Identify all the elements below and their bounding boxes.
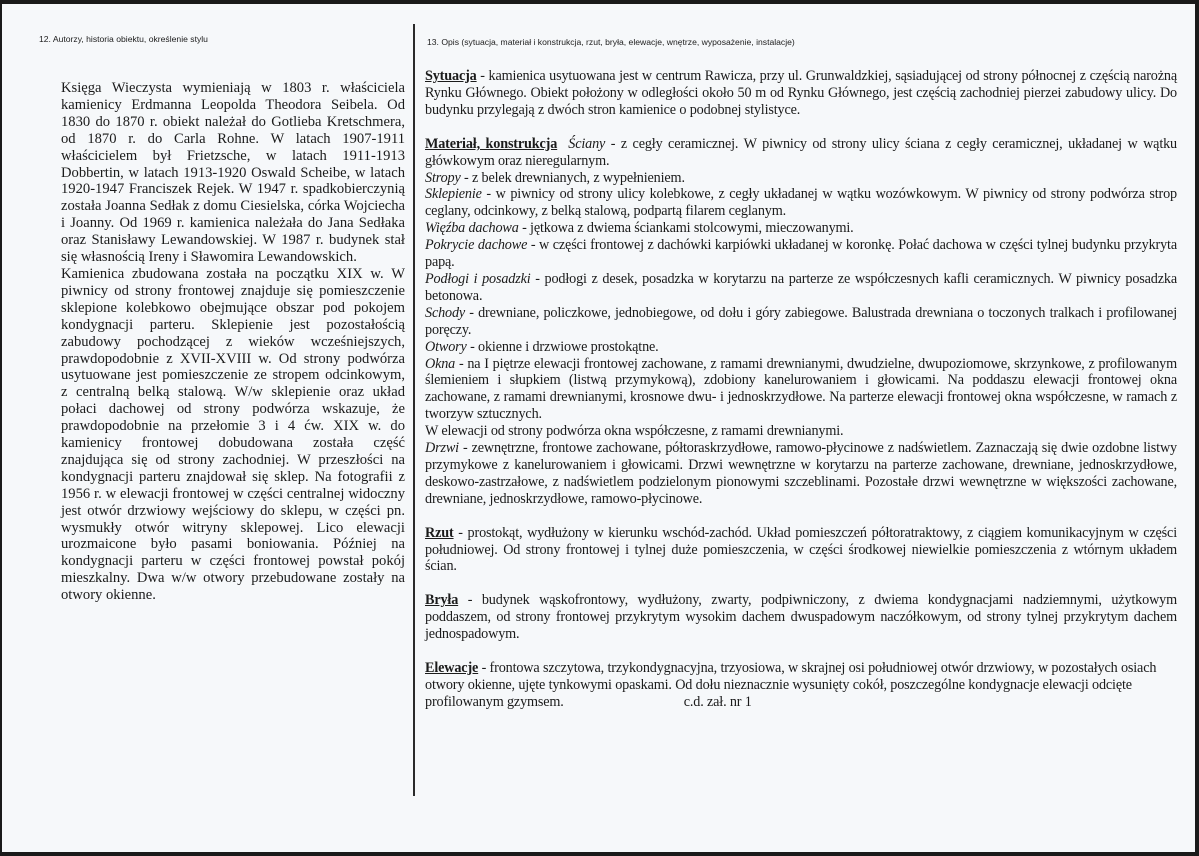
rzut-title: Rzut <box>425 524 454 541</box>
material-title: Materiał, konstrukcja <box>425 135 558 152</box>
material-item-wiezba <box>425 220 1177 237</box>
left-column-header: 12. Autorzy, historia obiektu, określenie stylu <box>39 34 208 44</box>
material-item-otwory <box>425 339 1177 356</box>
material-text-okna: - na I piętrze elewacji frontowej zachowane, z ramami drewnianymi, dwudzielne, dwupoziomowe, skrzynkowe, z profilowanym ślemieniem i słupkiem (listwą przymykową), zdobiony kanelurowaniem i głowicami. Na poddaszu elewacji frontowej okna zachowane, z ramami drewnianymi, krosnowe dwu- i jednoskrzydłowe. Na parterze elewacji frontowej okna współczesne, w ramach z tworzyw sztucznych. <box>425 355 1177 423</box>
column-divider <box>413 24 415 796</box>
material-text-schody: - drewniane, policzkowe, jednobiegowe, od dołu i góry zabiegowe. Balustrada drewniana o toczonych tralkach i profilowanej poręczy. <box>425 304 1177 338</box>
elewacje-title: Elewacje <box>425 660 479 677</box>
spacer <box>425 508 1177 525</box>
material-item-schody <box>425 305 1177 339</box>
rzut-text: - prostokąt, wydłużony w kierunku wschód-zachód. Układ pomieszczeń półtoratraktowy, z ciągiem komunikacyjnym w części południowej. Od strony frontowej i tylnej duże pomieszczenia, w części środkowej niewielkie pomieszczenia z wtórnym układem ścian. <box>425 524 1177 575</box>
material-item-stropy <box>425 170 1177 187</box>
material-item-okna <box>425 356 1177 424</box>
material-text-podlogi: - podłogi z desek, posadzka w korytarzu na parterze ze współczesnych kafli ceramicznych. W piwnicy posadzka betonowa. <box>425 270 1177 304</box>
material-text-drzwi: - zewnętrzne, frontowe zachowane, półtoraskrzydłowe, ramowo-płycinowe z nadświetlem. Zaznaczają się dwie ozdobne listwy przymykowe z kanelurowaniem i głowicami. Drzwi wewnętrzne w korytarzu na parterze zachowane, drewniane, jednoskrzydłowe, deskowo-zastrzałowe, z nadświetlem podzielonym pionowymi szczeblinami. Pozostałe drzwi wewnętrzne w większości zachowane, drewniane, jednoskrzydłowe, ramowo-płycinowe. <box>425 440 1177 507</box>
sytuacja-paragraph <box>425 68 1177 119</box>
bryla-text: - budynek wąskofrontowy, wydłużony, zwarty, podpiwniczony, z dwiema kondygnacjami nadziemnymi, użytkowym poddaszem, od strony frontowej przykrytym wysokim dachem dwuspadowym naczółkowym, od strony tylnej przykrytym dachem jednospadowym. <box>425 592 1177 643</box>
material-text-stropy: - z belek drewnianych, z wypełnieniem. <box>460 169 685 186</box>
elewacje-paragraph <box>425 660 1177 711</box>
material-label-drzwi: Drzwi <box>425 440 459 457</box>
material-label-wiezba: Więźba dachowa <box>425 220 519 237</box>
material-text-pokrycie: - w części frontowej z dachówki karpiówki układanej w koronkę. Połać dachowa w części tylnej budynku przykryta papą. <box>425 237 1177 271</box>
material-label-sklepienie: Sklepienie <box>425 186 482 203</box>
spacer <box>425 575 1177 592</box>
continuation-note: c.d. zał. nr 1 <box>683 693 752 710</box>
material-text-sciany: - z cegły ceramicznej. W piwnicy od strony ulicy ściana z cegły ceramicznej, układanej w wątku główkowym oraz nieregularnym. <box>425 135 1178 169</box>
material-text-sklepienie: - w piwnicy od strony ulicy kolebkowe, z cegły układanej w wątku wozówkowym. W piwnicy od strony podwórza strop ceglany, odcinkowy, z belką stalową, podpartą filarem ceglanym. <box>425 186 1177 220</box>
sytuacja-title: Sytuacja <box>425 68 477 84</box>
material-text-okna-podworze: W elewacji od strony podwórza okna współczesne, z ramami drewnianymi. <box>425 423 844 440</box>
material-text-wiezba: - jętkowa z dwiema ściankami stolcowymi, mieczowanymi. <box>518 220 854 237</box>
material-label-stropy: Stropy <box>425 169 461 186</box>
material-item-drzwi <box>425 440 1177 508</box>
history-section <box>61 80 405 604</box>
material-label-okna: Okna <box>425 355 456 372</box>
material-label-sciany: Ściany <box>568 135 606 152</box>
elewacje-text: - frontowa szczytowa, trzykondygnacyjna, trzyosiowa, w skrajnej osi południowej otwór drzwiowy, w pozostałych osiach otwory okienne, ujęte tynkowymi opaskami. Od dołu nieznacznie wysunięty cokół, poszczególne kondygnacje elewacji odcięte profilowanym gzymsem. <box>425 660 1157 710</box>
material-item-sklepienie <box>425 186 1177 220</box>
rzut-paragraph <box>425 525 1177 576</box>
material-item-pokrycie <box>425 237 1177 271</box>
material-item-sciany <box>425 136 1177 170</box>
material-label-schody: Schody <box>425 304 466 321</box>
description-section <box>425 68 1177 711</box>
spacer <box>425 643 1177 660</box>
material-item-podlogi <box>425 271 1177 305</box>
construction-history-paragraph: Kamienica zbudowana została na początku XIX w. W piwnicy od strony frontowej znajduje się pomieszczenie sklepione kolebkowo obejmujące obszar pod pokojem kondygnacji parteru. Sklepienie jest pozostałością zabudowy pochodzącej z wieków wcześniejszych, prawdopodobnie z XVII-XVIII w. Od strony podwórza usytuowane jest pomieszczenie ze stropem odcinkowym, z centralną belką stalową. W/w sklepienie oraz układ połaci dachowej od strony podwórza wskazuje, że prawdopodobnie na przełomie 3 i 4 ćw. XIX w. do kamienicy frontowej dobudowana została część znajdująca się od strony zachodniej. W przeszłości na kondygnacji parteru znajdował się sklep. Na fotografii z 1956 r. w elewacji frontowej w części centralnej widoczny jest otwór drzwiowy wejściowy do sklepu, w części pn. wysmukły otwór witryny sklepowej. Lico elewacji urozmaicone było pasami boniowania. Później na kondygnacji parteru w części frontowej powstał pokój mieszkalny. Dwa w/w otwory przebudowane zostały na otwory okienne. <box>61 265 405 604</box>
material-label-otwory: Otwory <box>425 338 467 355</box>
material-label-podlogi: Podłogi i posadzki <box>425 270 531 287</box>
sytuacja-text: - kamienica usytuowana jest w centrum Rawicza, przy ul. Grunwaldzkiej, sąsiadującej od strony północnej z częścią narożną Rynku Głównego. Obiekt położony w odległości około 50 m od Rynku Głównego, jest częścią zachodniej pierzei zabudowy ulicy. Do budynku przylegają z dwóch stron kamienice o podobnej stylistyce. <box>425 68 1177 118</box>
bryla-paragraph <box>425 592 1177 643</box>
bryla-title: Bryła <box>425 592 459 609</box>
ownership-history-paragraph: Księga Wieczysta wymieniają w 1803 r. właściciela kamienicy Erdmanna Leopolda Theodora Seibela. Od 1830 do 1870 r. obiekt należał do Gotlieba Kretschmera, od 1870 r. do Carla Rohne. W latach 1907-1911 właścicielem był Frietzsche, w latach 1911-1913 Dobbertin, w latach 1913-1920 Oswald Scheibe, w latach 1920-1947 Franciszek Rejek. W 1947 r. spadkobierczynią została Joanna Sedłak z domu Ciesielska, córka Wojciecha i Joanny. Od 1969 r. kamienica należała do Jana Sedłaka oraz Stanisławy Lewandowskiej. W 1987 r. budynek stał się własnością Ireny i Sławomira Lewandowskich. <box>61 80 405 266</box>
scanned-document-page <box>2 4 1195 852</box>
material-label-pokrycie: Pokrycie dachowe <box>425 237 528 254</box>
right-column-header: 13. Opis (sytuacja, materiał i konstrukcja, rzut, bryła, elewacje, wnętrze, wyposażenie, instalacje) <box>427 37 795 47</box>
material-item-okna-podworze <box>425 423 1177 440</box>
spacer <box>425 119 1177 136</box>
material-text-otwory: - okienne i drzwiowe prostokątne. <box>466 338 659 355</box>
